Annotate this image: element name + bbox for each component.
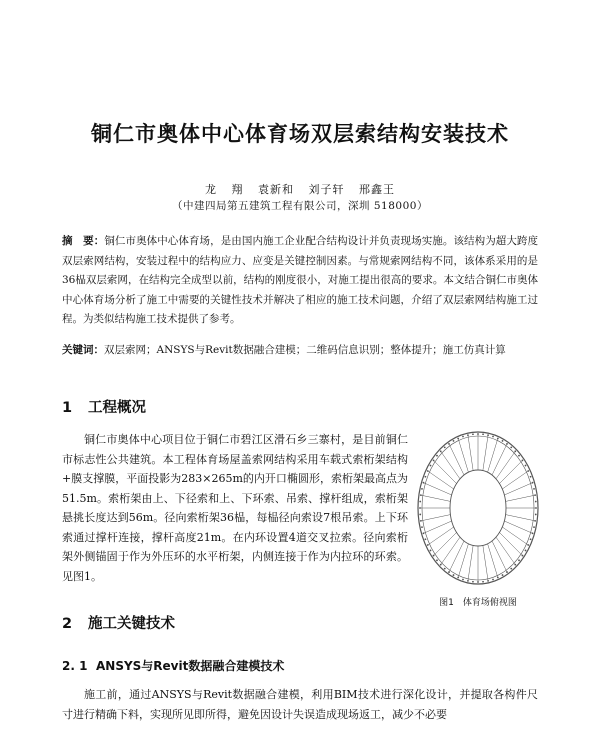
section-1-heading	[62, 396, 146, 417]
outer-ring-node	[421, 488, 423, 490]
radial-cable-truss	[492, 444, 507, 475]
outer-ring-node	[518, 559, 520, 561]
outer-ring-node	[423, 532, 425, 534]
outer-ring-node	[510, 446, 512, 448]
subsection-2-1-paragraph: 施工前，通过ANSYS与Revit数据融合建模，利用BIM技术进行深化设计，并提取各构件尺寸进行精确下料，实现所见即所得，避免因设计失误造成现场返工，减少不必要	[62, 688, 538, 721]
outer-ring-node	[420, 520, 422, 522]
radial-cable-truss	[441, 451, 460, 479]
section-1-title: 工程概况	[88, 400, 146, 416]
radial-cable-truss	[499, 532, 522, 555]
author-affiliation: （中建四局第五建筑工程有限公司，深圳 518000）	[172, 200, 428, 212]
subsection-2-1-number: 2. 1	[62, 659, 88, 673]
radial-cable-truss	[488, 544, 498, 578]
outer-ring-node	[427, 544, 429, 546]
outer-ring-node	[467, 580, 469, 582]
radial-cable-truss	[499, 460, 522, 483]
outer-ring-node	[462, 579, 464, 581]
outer-ring-node	[433, 555, 435, 557]
radial-cable-truss	[421, 515, 451, 521]
outer-ring-node	[425, 538, 427, 540]
section-1-number: 1	[62, 400, 73, 416]
radial-cable-truss	[449, 541, 464, 572]
stadium-plan-figure	[414, 428, 542, 588]
radial-cable-truss	[488, 438, 498, 472]
outer-ring-node	[448, 571, 450, 573]
abstract-label: 摘 要：	[62, 235, 105, 247]
outer-ring-node	[525, 550, 527, 552]
outer-ring-node	[423, 482, 425, 484]
outer-ring-node	[492, 579, 494, 581]
radial-cable-truss	[468, 435, 473, 470]
outer-ring-node	[530, 538, 532, 540]
keywords	[62, 341, 538, 361]
outer-ring-node	[457, 577, 459, 579]
outer-ring-node	[477, 433, 479, 435]
abstract-text: 铜仁市奥体中心体育场，是由国内施工企业配合结构设计并负责现场实施。该结构为超大跨度双层索网结构，安装过程中的结构应力、应变是关键控制因素。与常规索网结构不同，该体系采用的是36榀双层索网，在结构完全成型以前，结构的刚度很小，对施工提出很高的要求。本文结合铜仁市奥体中心体育场分析了施工中需要的关键性技术并解决了相应的施工技术问题，介绍了双层索网结构施工过程。为类似结构施工技术提供了参考。	[62, 235, 539, 325]
radial-cable-truss	[483, 545, 488, 580]
outer-ring-node	[436, 559, 438, 561]
outer-ring-node	[440, 450, 442, 452]
outer-ring-node	[492, 436, 494, 438]
radial-cable-truss	[506, 515, 536, 521]
outer-ring-node	[440, 564, 442, 566]
outer-ring-node	[527, 470, 529, 472]
outer-ring-node	[514, 450, 516, 452]
outer-ring-node	[430, 550, 432, 552]
outer-ring-node	[419, 501, 421, 503]
radial-cable-truss	[468, 545, 473, 580]
outer-ring-node	[533, 488, 535, 490]
outer-ring-node	[444, 446, 446, 448]
outer-ring-node	[427, 470, 429, 472]
outer-ring-node	[472, 581, 474, 583]
inner-tension-ring	[450, 470, 506, 546]
outer-ring-node	[518, 455, 520, 457]
outer-ring-node	[436, 455, 438, 457]
outer-ring-node	[535, 514, 537, 516]
outer-ring-node	[425, 476, 427, 478]
radial-cable-truss	[483, 435, 488, 470]
outer-ring-node	[433, 460, 435, 462]
outer-ring-node	[453, 574, 455, 576]
abstract	[62, 232, 538, 330]
outer-ring-node	[532, 532, 534, 534]
outer-ring-node	[497, 577, 499, 579]
section-2-title: 施工关键技术	[88, 616, 175, 632]
radial-cable-truss	[458, 544, 468, 578]
outer-ring-node	[502, 574, 504, 576]
outer-ring-node	[430, 465, 432, 467]
radial-cable-truss	[458, 438, 468, 472]
outer-ring-node	[535, 501, 537, 503]
subsection-2-1-body	[62, 685, 538, 724]
outer-ring-node	[487, 580, 489, 582]
outer-ring-node	[419, 514, 421, 516]
outer-ring-node	[535, 507, 537, 509]
subsection-2-1-title: ANSYS与Revit数据融合建模技术	[96, 659, 285, 673]
outer-ring-node	[477, 581, 479, 583]
outer-ring-node	[420, 494, 422, 496]
outer-ring-node	[472, 433, 474, 435]
outer-ring-node	[457, 438, 459, 440]
outer-ring-node	[482, 433, 484, 435]
outer-ring-node	[525, 465, 527, 467]
outer-ring-node	[527, 544, 529, 546]
section-1-paragraph: 铜仁市奥体中心项目位于铜仁市碧江区滑石乡三寨村，是目前铜仁市标志性公共建筑。本工程体育场屋盖索网结构采用车载式索桁架结构+膜支撑膜，平面投影为283×265m的内开口椭圆形，索桁架最高点为51.5m。索桁架由上、下径索和上、下环索、吊索、撑杆组成，索桁架悬挑长度达到56m。径向索桁架36榀，每榀径向索设7根吊索。上下环索通过撑杆连接，撑杆高度21m。在内环设置4道交叉拉索。径向索桁架外侧锚固于作为外压环的水平桁架，内侧连接于作为内拉环的环索。见图1。	[62, 433, 408, 583]
keywords-label: 关键词：	[62, 344, 104, 356]
outer-ring-node	[514, 564, 516, 566]
outer-ring-node	[421, 526, 423, 528]
section-1-body	[62, 430, 408, 586]
outer-ring-node	[510, 568, 512, 570]
outer-ring-node	[530, 476, 532, 478]
section-2-heading	[62, 612, 175, 633]
outer-ring-node	[497, 438, 499, 440]
radial-cable-truss	[492, 541, 507, 572]
outer-ring-node	[522, 460, 524, 462]
radial-cable-truss	[496, 537, 515, 565]
outer-ring-node	[506, 571, 508, 573]
radial-cable-truss	[496, 451, 515, 479]
outer-ring-node	[502, 440, 504, 442]
outer-ring-node	[419, 507, 421, 509]
outer-ring-node	[482, 581, 484, 583]
outer-ring-node	[534, 520, 536, 522]
author-list: 龙 翔 袁新和 刘子轩 邢鑫王	[205, 183, 395, 196]
outer-ring-node	[534, 494, 536, 496]
outer-ring-node	[467, 434, 469, 436]
outer-ring-node	[487, 434, 489, 436]
subsection-2-1-heading	[62, 657, 284, 674]
outer-ring-node	[522, 555, 524, 557]
radial-cable-truss	[441, 537, 460, 565]
radial-cable-truss	[421, 495, 451, 501]
stadium-top-view-drawing	[414, 428, 542, 588]
outer-ring-node	[448, 443, 450, 445]
radial-cable-truss	[434, 532, 457, 555]
outer-ring-node	[453, 440, 455, 442]
figure-1-caption: 图1 体育场俯视图	[439, 598, 517, 608]
outer-ring-node	[506, 443, 508, 445]
radial-cable-truss	[506, 495, 536, 501]
keywords-text: 双层索网；ANSYS与Revit数据融合建模；二维码信息识别；整体提升；施工仿真计算	[104, 344, 506, 356]
paper-title: 铜仁市奥体中心体育场双层索结构安装技术	[91, 122, 509, 146]
radial-cable-truss	[434, 460, 457, 483]
outer-ring-node	[462, 436, 464, 438]
section-2-number: 2	[62, 616, 73, 632]
outer-ring-node	[444, 568, 446, 570]
radial-cable-truss	[449, 444, 464, 475]
outer-ring-node	[532, 482, 534, 484]
outer-ring-node	[533, 526, 535, 528]
